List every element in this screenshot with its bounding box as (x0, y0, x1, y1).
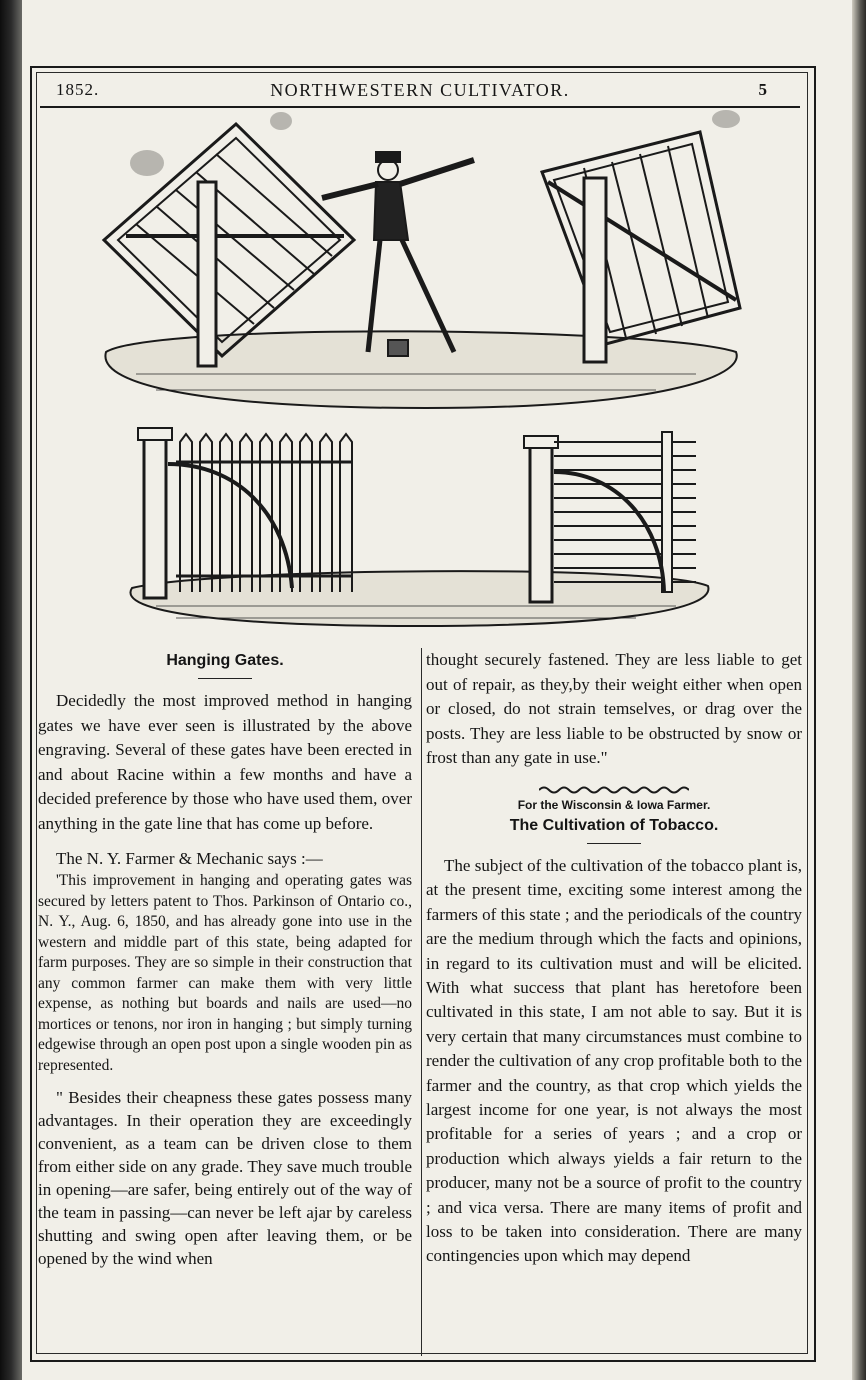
quoted-paragraph: 'This improvement in hanging and operating gates was secured by letters patent to Thos. Parkinson of Ontario co., N. Y., Aug. 6, 1850, and has already gone into use in the western and middle part of this state, being adapted for farm purposes. They are so simple in their construction that any common farmer can make them with very little expense, as nothing but boards and nails are used—no mortices or tenons, nor iron in hanging ; but simply turning edgewise through an open post upon a single wooden pin as represented. (38, 872, 412, 1074)
article-paragraph: The subject of the cultivation of the tobacco plant is, at the present time, exciting some interest among the farmers of this state ; and the periodicals of the country are the medium through which the facts and opinions, in regard to its cultivation must and will be elicited. With what success that plant has heretofore been cultivated in this state, I am not able to say. But it is very certain that many circumstances must combine to render the cultivation of any crop profitable both to the farmer and the country, as that crop which yields the largest income for one year, is not always the most profitable for a series of years ; and a crop or production which always yields a fair return to the producer, many not be a source of profit to the country ; and vica versa. There are many items of profit and loss to be taken into consideration. There are many contingencies upon which may depend (426, 855, 802, 1266)
tilted-gate-left (104, 124, 354, 366)
column-right (426, 648, 802, 1269)
section-divider (539, 785, 689, 795)
book-spine-shadow (0, 0, 22, 1380)
article-paragraph: Decidedly the most improved method in hanging gates we have ever seen is illustrated by the above engraving. Several of these gates have been erected in and about Racine within a few months and have a decided preference by those who have used them, over anything in the gate line that has come up before. (38, 691, 412, 833)
header-rule (40, 106, 800, 108)
gate-engraving (96, 112, 756, 642)
article-credit: For the Wisconsin & Iowa Farmer. (517, 797, 711, 812)
heading-rule (587, 843, 641, 844)
article-heading: Hanging Gates. (166, 652, 284, 669)
column-divider (421, 648, 422, 1356)
article-paragraph: thought securely fastened. They are less liable to get out of repair, as they,by their weight either when open or closed, do not strain temselves, or drag over the posts. They are less liable to be obstructed by snow or frost than any gate in use." (426, 650, 802, 768)
running-header (40, 76, 800, 104)
tilted-gate-right (542, 132, 740, 362)
heading-rule (198, 678, 252, 679)
man-figure (322, 152, 474, 356)
page-edge-shadow (852, 0, 866, 1380)
page-number: 5 (758, 80, 768, 99)
article-paragraph: The N. Y. Farmer & Mechanic says :— (56, 848, 323, 868)
picket-gate-closed (138, 428, 352, 598)
column-left (38, 648, 412, 1270)
header-title: NORTHWESTERN CULTIVATOR. (270, 80, 570, 100)
header-year: 1852. (56, 80, 100, 99)
quoted-paragraph: " Besides their cheapness these gates possess many advantages. In their operation they are exceedingly convenient, as a team can be driven close to them from either side on any grade. They save much trouble in opening—are safer, being entirely out of the way of the team in passing—can never be left ajar by careless shutting and swing open after leaving them, or be opened by the wind when (38, 1088, 412, 1269)
article-heading: The Cultivation of Tobacco. (509, 816, 719, 834)
